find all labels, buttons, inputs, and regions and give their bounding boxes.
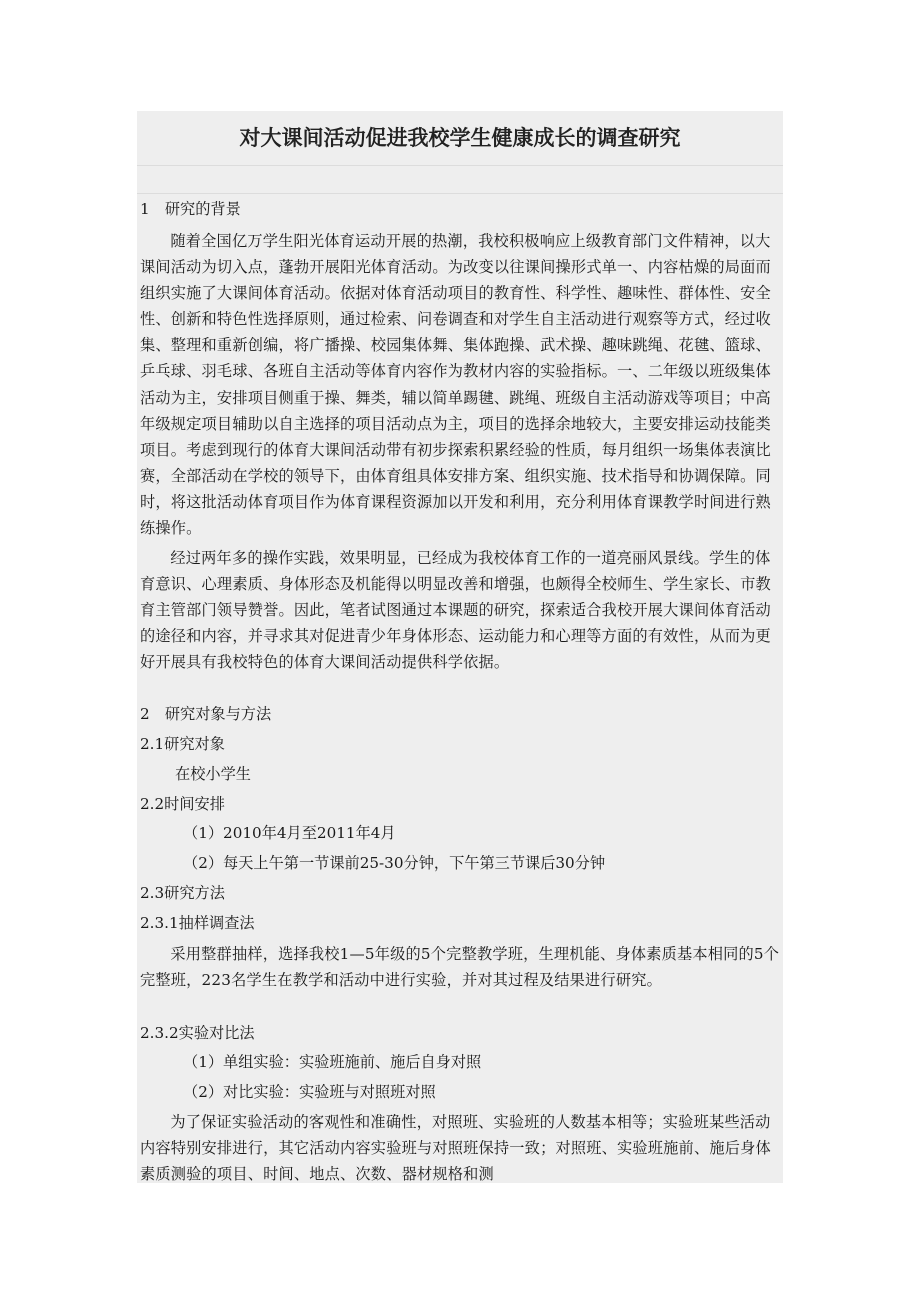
paragraph-sampling: 采用整群抽样，选择我校1—5年级的5个完整教学班，生理机能、身体素质基本相同的5个完整班，223名学生在教学和活动中进行实验，并对其过程及结果进行研究。 <box>140 945 780 990</box>
divider <box>137 165 783 166</box>
paragraph-background-1: 随着全国亿万学生阳光体育运动开展的热潮，我校积极响应上级教育部门文件精神，以大课间活动为切入点，蓬勃开展阳光体育活动。为改变以往课间操形式单一、内容枯燥的局面而组织实施了大课间体育活动。依据对体育活动项目的教育性、科学性、趣味性、群体性、安全性、创新和特色性选择原则，通过检索、问卷调查和对学生自主活动进行观察等方式，经过收集、整理和重新创编，将广播操、校园集体舞、集体跑操、武术操、趣味跳绳、花毽、篮球、乒乓球、羽毛球、各班自主活动等体育内容作为教材内容的实验指标。一、二年级以班级集体活动为主，安排项目侧重于操、舞类，辅以简单踢毽、跳绳、班级自主活动游戏等项目；中高年级规定项目辅助以自主选择的项目活动点为主，项目的选择余地较大，主要安排运动技能类项目。考虑到现行的体育大课间活动带有初步探索积累经验的性质，每月组织一场集体表演比赛，全部活动在学校的领导下，由体育组具体安排方案、组织实施、技术指导和协调保障。同时，将这批活动体育项目作为体育课程资源加以开发和利用，充分利用体育课教学时间进行熟练操作。 <box>140 232 771 538</box>
list-item: （2）每天上午第一节课前25-30分钟，下午第三节课后30分钟 <box>183 854 606 872</box>
section-heading-2: 2 研究对象与方法 <box>140 705 272 723</box>
subsection-heading-2-2: 2.2时间安排 <box>140 795 225 813</box>
divider <box>137 193 783 194</box>
subsection-heading-2-3: 2.3研究方法 <box>140 884 225 902</box>
subsection-heading-2-1: 2.1研究对象 <box>140 735 225 753</box>
document-title: 对大课间活动促进我校学生健康成长的调查研究 <box>239 126 681 150</box>
list-item: （2）对比实验：实验班与对照班对照 <box>183 1083 436 1101</box>
list-item: （1）单组实验：实验班施前、施后自身对照 <box>183 1053 482 1071</box>
subsection-text-2-1: 在校小学生 <box>175 765 251 783</box>
paragraph-comparison: 为了保证实验活动的客观性和准确性，对照班、实验班的人数基本相等；实验班某些活动内容特别安排进行，其它活动内容实验班与对照班保持一致；对照班、实验班施前、施后身体素质测验的项目、时间、地点、次数、器材规格和测 <box>140 1113 771 1184</box>
list-item: （1）2010年4月至2011年4月 <box>183 824 396 842</box>
subsection-heading-2-3-2: 2.3.2实验对比法 <box>140 1024 255 1042</box>
paragraph-background-2: 经过两年多的操作实践，效果明显，已经成为我校体育工作的一道亮丽风景线。学生的体育意识、心理素质、身体形态及机能得以明显改善和增强，也颇得全校师生、学生家长、市教育主管部门领导赞誉。因此，笔者试图通过本课题的研究，探索适合我校开展大课间体育活动的途径和内容，并寻求其对促进青少年身体形态、运动能力和心理等方面的有效性，从而为更好开展具有我校特色的体育大课间活动提供科学依据。 <box>140 549 771 672</box>
section-heading-1: 1 研究的背景 <box>140 200 241 218</box>
subsection-heading-2-3-1: 2.3.1抽样调查法 <box>140 914 255 932</box>
